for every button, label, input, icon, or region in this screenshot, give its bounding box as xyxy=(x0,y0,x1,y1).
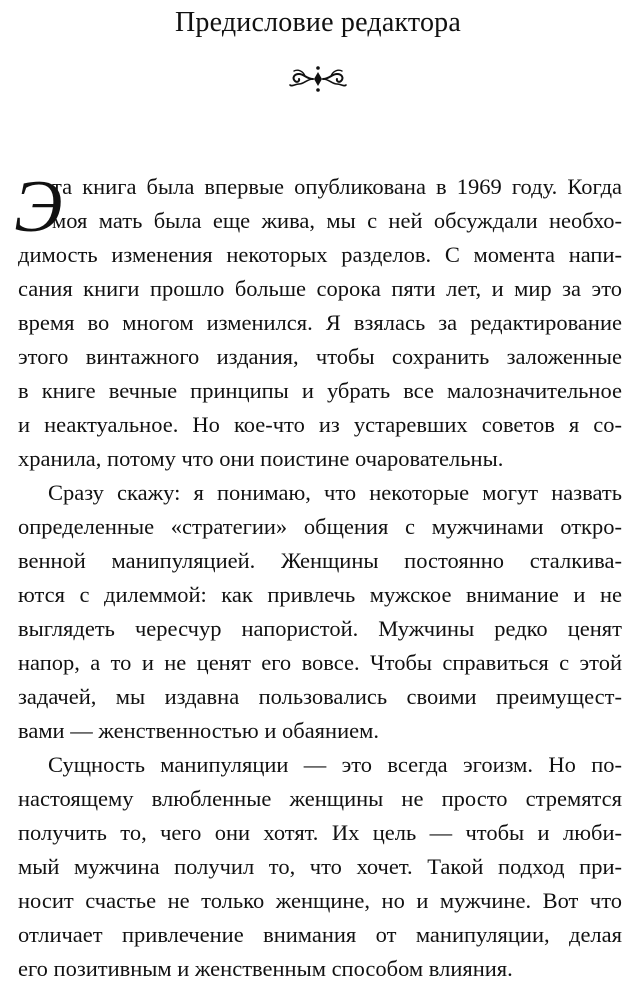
text-line: этого винтажного издания, чтобы сохранить заложенные xyxy=(18,344,622,369)
text-line: отличает привлечение внимания от манипуляции, делая xyxy=(18,922,622,947)
text-line: его позитивным и женственным способом влияния. xyxy=(18,956,513,981)
text-line: в книге вечные принципы и убрать все малозначительное xyxy=(18,378,622,403)
chapter-title: Предисловие редактора xyxy=(174,7,461,38)
text-line: та книга была впервые опубликована в 1969 году. Когда xyxy=(52,174,622,199)
text-line: настоящему влюбленные женщины не просто стремятся xyxy=(18,786,622,811)
text-line: ются с дилеммой: как привлечь мужское внимание и не xyxy=(18,582,622,607)
body-text xyxy=(14,166,622,986)
fleuron-ornament-icon xyxy=(287,64,349,94)
text-line: выглядеть чересчур напористой. Мужчины редко ценят xyxy=(18,616,622,641)
text-line: сания книги прошло больше сорока пяти лет, и мир за это xyxy=(18,276,622,301)
text-line: хранила, потому что они поистине очаровательны. xyxy=(18,446,504,471)
drop-cap: Э xyxy=(14,166,63,248)
text-line: димость изменения некоторых разделов. С момента напи- xyxy=(18,242,622,267)
text-line: задачей, мы издавна пользовались своими преимущест- xyxy=(18,684,622,709)
text-line: венной манипуляцией. Женщины постоянно сталкива- xyxy=(18,548,622,573)
text-line: определенные «стратегии» общения с мужчинами откро- xyxy=(18,514,622,539)
text-line: Сразу скажу: я понимаю, что некоторые могут назвать xyxy=(48,480,622,505)
text-line: носит счастье не только женщине, но и мужчине. Вот что xyxy=(18,888,622,913)
text-line: вами — женственностью и обаянием. xyxy=(18,718,379,743)
text-line: Сущность манипуляции — это всегда эгоизм. Но по- xyxy=(48,752,622,777)
text-line: и неактуальное. Но кое-что из устаревших советов я со- xyxy=(18,412,622,437)
text-line: получить то, чего они хотят. Их цель — чтобы и люби- xyxy=(18,820,622,845)
text-line: мый мужчина получил то, что хочет. Такой подход при- xyxy=(18,854,622,879)
text-line: моя мать была еще жива, мы с ней обсуждали необхо- xyxy=(52,208,622,233)
text-line: напор, а то и не ценят его вовсе. Чтобы справиться с этой xyxy=(18,650,622,675)
text-line: время во многом изменился. Я взялась за редактирование xyxy=(18,310,622,335)
